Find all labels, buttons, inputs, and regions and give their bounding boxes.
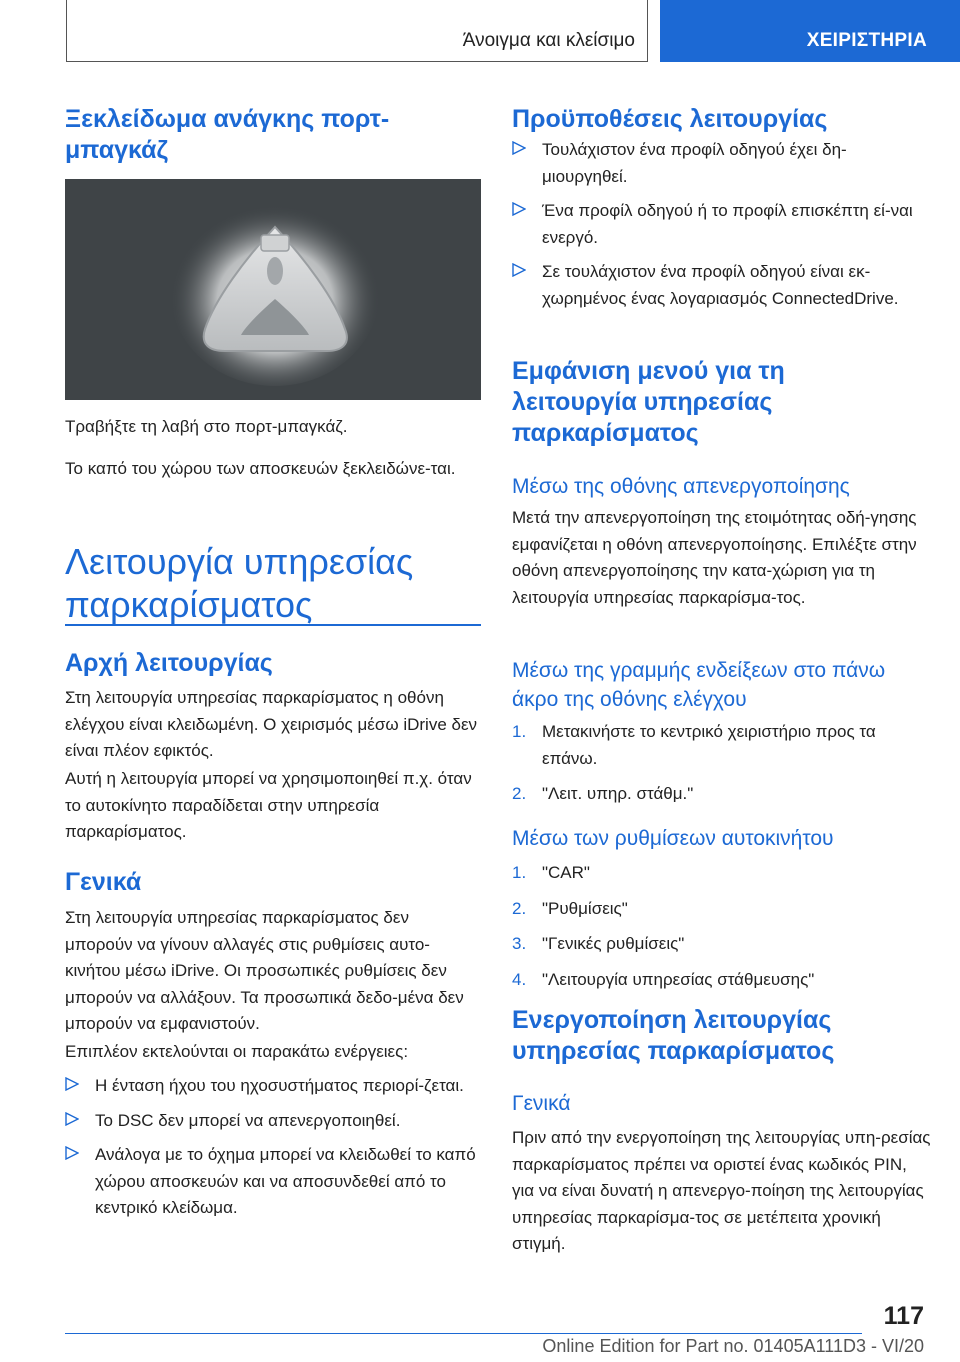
header-chapter-title: ΧΕΙΡΙΣΤΗΡΙΑ xyxy=(806,30,927,51)
trunk-handle-photo xyxy=(65,179,481,400)
activate-heading: Ενεργοποίηση λειτουργίας υπηρεσίας παρκαρίσματος xyxy=(512,1006,835,1065)
via-status-bar-heading: Μέσω της γραμμής ενδείξεων στο πάνω άκρο της οθόνης ελέγχου xyxy=(512,659,886,711)
via-off-screen-paragraph: Μετά την απενεργοποίηση της ετοιμότητας οδή-γησης εμφανίζεται η οθόνη απενεργοποίησης. Επιλέξτε στην οθόνη απενεργοποίησης την κατα-χώριση για τη λειτουργία υπηρεσίας παρκαρίσμα-τος. xyxy=(512,508,917,607)
trunk-result: Το καπό του χώρου των αποσκευών ξεκλειδώνε-ται. xyxy=(65,459,456,478)
trunk-instruction: Τραβήξτε τη λαβή στο πορτ-μπαγκάζ. xyxy=(65,417,348,436)
via-settings-steps xyxy=(512,860,932,1002)
section-divider xyxy=(65,624,481,626)
list-item: 2. "Λειτ. υπηρ. στάθμ." xyxy=(512,784,694,803)
page-number: 117 xyxy=(883,1302,924,1330)
menu-display-heading: Εμφάνιση μενού για τη λειτουργία υπηρεσίας παρκαρίσματος xyxy=(512,357,785,447)
triangle-bullet-icon xyxy=(65,1146,79,1160)
general-paragraph-2: Επιπλέον εκτελούνται οι παρακάτω ενέργειες: xyxy=(65,1042,409,1061)
via-status-bar-steps xyxy=(512,719,932,817)
prerequisites-list xyxy=(512,137,932,320)
trunk-handle-illustration xyxy=(65,179,481,400)
list-item: 1. Μετακινήστε το κεντρικό χειριστήριο προς τα επάνω. xyxy=(512,722,876,768)
via-settings-heading: Μέσω των ρυθμίσεων αυτοκινήτου xyxy=(512,827,834,850)
header-section-tab xyxy=(66,0,648,62)
valet-actions-list xyxy=(65,1073,481,1230)
via-off-screen-heading: Μέσω της οθόνης απενεργοποίησης xyxy=(512,475,850,498)
general-paragraph-1: Στη λειτουργία υπηρεσίας παρκαρίσματος δεν μπορούν να γίνουν αλλαγές στις ρυθμίσεις αυτο-κινήτου μέσω iDrive. Οι προσωπικές ρυθμίσεις δεν μπορούν να αλλάξουν. Τα προσωπικά δεδο-μένα δεν μπορούν να εμφανιστούν. xyxy=(65,908,464,1033)
list-item: Ανάλογα με το όχημα μπορεί να κλειδωθεί το καπό χώρου αποσκευών και να αποσυνδεθεί από το κεντρικό κλείδωμα. xyxy=(65,1142,481,1222)
activate-paragraph: Πριν από την ενεργοποίηση της λειτουργίας υπη-ρεσίας παρκαρίσματος πρέπει να οριστεί ένας κωδικός PIN, για να είναι δυνατή η απενεργο-ποίηση της λειτουργίας υπηρεσίας παρκαρίσμα-τος σε μετέπειτα χρονική στιγμή. xyxy=(512,1128,931,1253)
general-heading: Γενικά xyxy=(65,868,142,896)
valet-mode-heading: Λειτουργία υπηρεσίας παρκαρίσματος xyxy=(65,541,414,625)
triangle-bullet-icon xyxy=(65,1112,79,1126)
triangle-bullet-icon xyxy=(512,263,526,277)
principle-paragraph-2: Αυτή η λειτουργία μπορεί να χρησιμοποιηθεί π.χ. όταν το αυτοκίνητο παραδίδεται στην υπηρεσία παρκαρίσματος. xyxy=(65,769,472,841)
header-section-title: Άνοιγμα και κλείσιμο xyxy=(462,30,635,51)
list-item: Η ένταση ήχου του ηχοσυστήματος περιορί-ζεται. xyxy=(65,1073,481,1100)
prerequisites-heading: Προϋποθέσεις λειτουργίας xyxy=(512,105,828,133)
list-item: 1. "CAR" xyxy=(512,863,590,882)
list-item: 3. "Γενικές ρυθμίσεις" xyxy=(512,934,685,953)
list-item: 2. "Ρυθμίσεις" xyxy=(512,898,628,918)
list-item: 4. "Λειτουργία υπηρεσίας στάθμευσης" xyxy=(512,969,815,989)
list-item: Τουλάχιστον ένα προφίλ οδηγού έχει δη-μιουργηθεί. xyxy=(512,137,932,190)
principle-heading: Αρχή λειτουργίας xyxy=(65,649,273,677)
list-item: Ένα προφίλ οδηγού ή το προφίλ επισκέπτη εί-ναι ενεργό. xyxy=(512,198,932,251)
triangle-bullet-icon xyxy=(512,141,526,155)
principle-paragraph-1: Στη λειτουργία υπηρεσίας παρκαρίσματος η οθόνη ελέγχου είναι κλειδωμένη. Ο χειρισμός μέσω iDrive δεν είναι πλέον εφικτός. xyxy=(65,688,478,760)
list-item: Σε τουλάχιστον ένα προφίλ οδηγού είναι εκ-χωρημένος ένας λογαριασμός ConnectedDrive. xyxy=(512,259,932,312)
trunk-release-heading: Ξεκλείδωμα ανάγκης πορτ-μπαγκάζ xyxy=(65,105,390,164)
activate-general-heading: Γενικά xyxy=(512,1092,571,1115)
list-item: Το DSC δεν μπορεί να απενεργοποιηθεί. xyxy=(65,1108,481,1135)
footer-edition: Online Edition for Part no. 01405A111D3 - VI/20 xyxy=(542,1336,924,1356)
footer-divider xyxy=(65,1333,862,1334)
header-chapter-tab xyxy=(660,0,960,62)
triangle-bullet-icon xyxy=(65,1077,79,1091)
triangle-bullet-icon xyxy=(512,202,526,216)
